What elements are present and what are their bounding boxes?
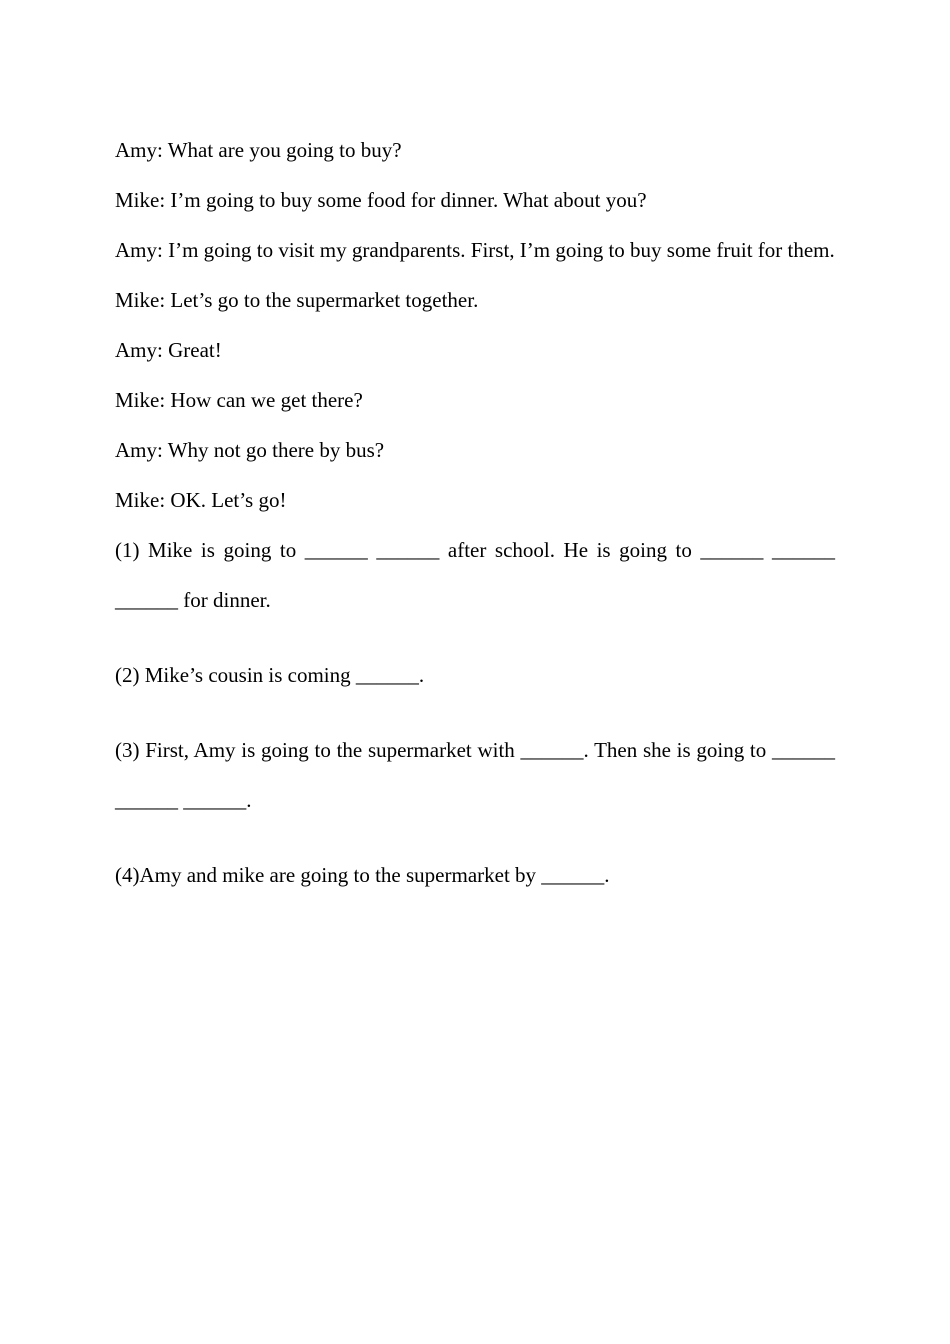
question-3: (3) First, Amy is going to the supermarket with ______. Then she is going to ______ ______ ______. (115, 738, 835, 812)
question-2: (2) Mike’s cousin is coming ______. (115, 663, 425, 687)
dialogue-line: Mike: I’m going to buy some food for dinner. What about you? (115, 188, 647, 212)
spacer (115, 700, 835, 725)
question-4: (4)Amy and mike are going to the supermarket by ______. (115, 863, 610, 887)
dialogue-line: Amy: Great! (115, 338, 222, 362)
question-1: (1) Mike is going to ______ ______ after school. He is going to ______ ______ ______ for dinner. (115, 538, 835, 612)
dialogue-line: Mike: Let’s go to the supermarket together. (115, 288, 479, 312)
dialogue-line: Mike: How can we get there? (115, 388, 363, 412)
spacer (115, 825, 835, 850)
document-body (115, 125, 835, 900)
dialogue-line: Mike: OK. Let’s go! (115, 488, 287, 512)
spacer (115, 625, 835, 650)
dialogue-line: Amy: Why not go there by bus? (115, 438, 385, 462)
dialogue-line: Amy: I’m going to visit my grandparents. First, I’m going to buy some fruit for them. (115, 238, 835, 262)
dialogue-line: Amy: What are you going to buy? (115, 138, 402, 162)
